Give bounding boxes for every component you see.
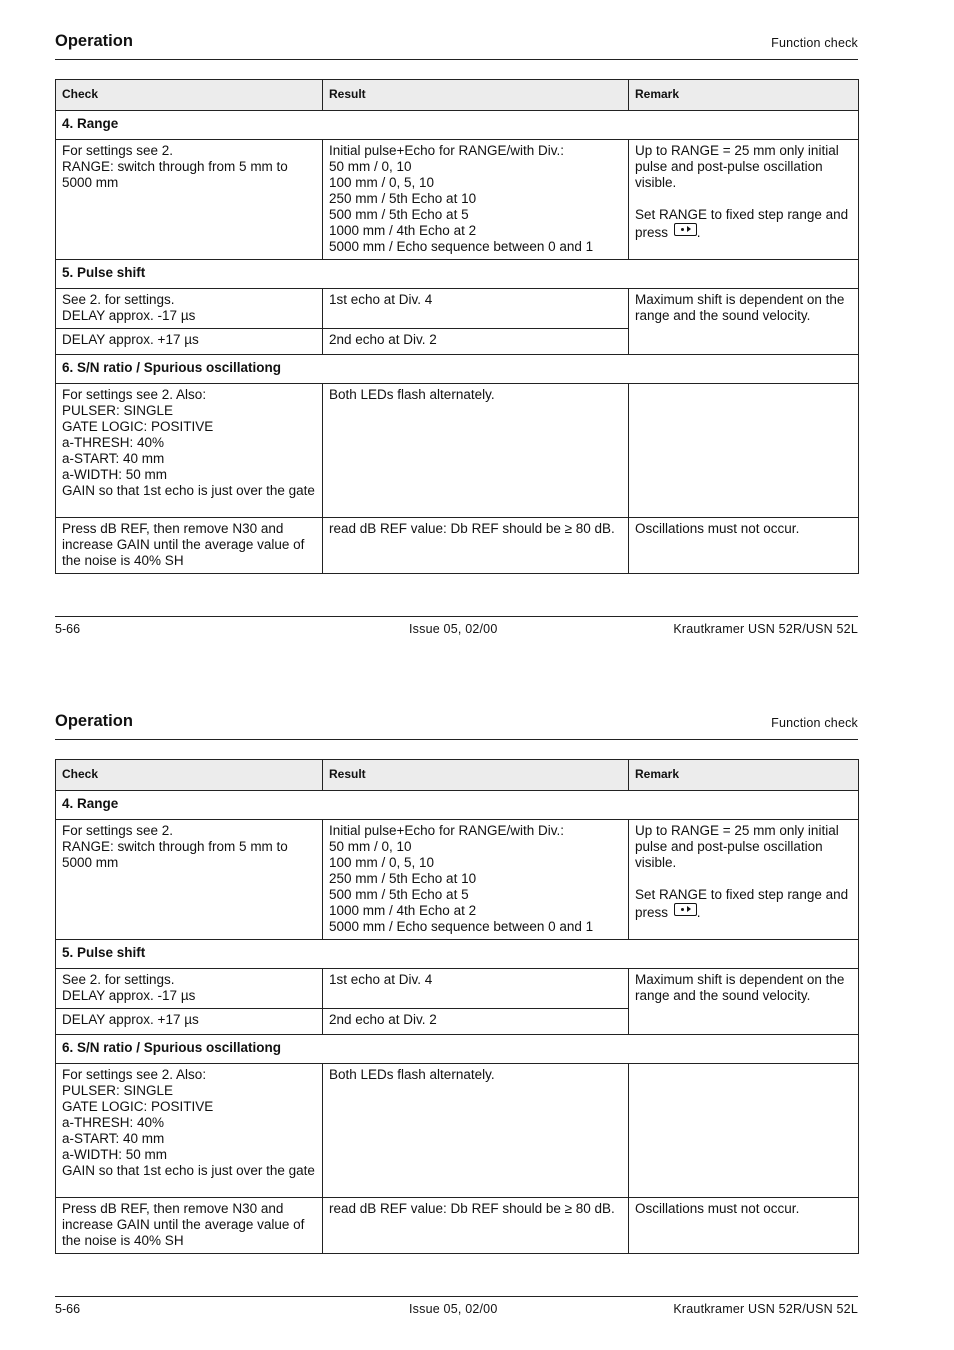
sn-result-cell: Both LEDs flash alternately. (323, 1064, 629, 1198)
page-header-section: Function check (771, 716, 858, 730)
range-remark-instruction (635, 207, 852, 241)
footer-page-number: 5-66 (55, 1302, 81, 1316)
step-key-icon (674, 903, 697, 916)
pulse-check-cell: See 2. for settings. DELAY approx. -17 µs (56, 969, 323, 1009)
table-row (56, 140, 859, 260)
table-row (56, 384, 859, 518)
section-row-range (56, 111, 859, 140)
footer-issue: Issue 05, 02/00 (409, 622, 498, 636)
sn-check-cell: Press dB REF, then remove N30 and increase GAIN until the average value of the noise is 40% SH (56, 1198, 323, 1254)
column-header-result: Result (323, 80, 629, 111)
step-key-icon (674, 223, 697, 236)
pulse-check-cell: See 2. for settings. DELAY approx. -17 µs (56, 289, 323, 329)
section-row-pulse-shift (56, 940, 859, 969)
footer-product: Krautkramer USN 52R/USN 52L (673, 622, 858, 636)
section-title-sn-ratio: 6. S/N ratio / Spurious oscillationg (56, 355, 859, 384)
range-result-cell: Initial pulse+Echo for RANGE/with Div.: 50 mm / 0, 10 100 mm / 0, 5, 10 250 mm / 5th Echo at 10 500 mm / 5th Echo at 5 1000 mm / 4th Echo at 2 5000 mm / Echo sequence between 0 and 1 (323, 820, 629, 940)
footer-divider (55, 1296, 858, 1297)
column-header-remark: Remark (629, 760, 859, 791)
table-row (56, 518, 859, 574)
column-header-remark: Remark (629, 80, 859, 111)
header-divider (55, 739, 858, 740)
section-row-sn-ratio (56, 1035, 859, 1064)
sn-remark-cell: Oscillations must not occur. (629, 518, 859, 574)
pulse-result-cell: 2nd echo at Div. 2 (323, 1009, 629, 1035)
footer-page-number: 5-66 (55, 622, 81, 636)
sn-remark-cell: Oscillations must not occur. (629, 1198, 859, 1254)
column-header-check: Check (56, 80, 323, 111)
header-divider (55, 59, 858, 60)
pulse-check-cell: DELAY approx. +17 µs (56, 1009, 323, 1035)
section-row-sn-ratio (56, 355, 859, 384)
pulse-result-cell: 2nd echo at Div. 2 (323, 329, 629, 355)
range-remark-text: Up to RANGE = 25 mm only initial pulse and post-pulse oscillation visible. (635, 143, 839, 190)
sn-check-cell: For settings see 2. Also: PULSER: SINGLE GATE LOGIC: POSITIVE a-THRESH: 40% a-START: 40 mm a-WIDTH: 50 mm GAIN so that 1st echo is just over the gate (56, 384, 323, 518)
section-title-pulse-shift: 5. Pulse shift (56, 260, 859, 289)
page-header-section: Function check (771, 36, 858, 50)
pulse-result-cell: 1st echo at Div. 4 (323, 969, 629, 1009)
range-remark-period: . (696, 225, 701, 240)
table-header-row (56, 80, 859, 111)
footer-product: Krautkramer USN 52R/USN 52L (673, 1302, 858, 1316)
function-check-table (55, 759, 859, 1254)
pulse-result-cell: 1st echo at Div. 4 (323, 289, 629, 329)
sn-remark-cell (629, 384, 859, 518)
range-remark-text: Up to RANGE = 25 mm only initial pulse and post-pulse oscillation visible. (635, 823, 839, 870)
column-header-result: Result (323, 760, 629, 791)
range-remark-cell (629, 140, 859, 260)
function-check-table (55, 79, 859, 574)
section-title-range: 4. Range (56, 111, 859, 140)
page-bottom (0, 680, 954, 1340)
pulse-remark-cell: Maximum shift is dependent on the range and the sound velocity. (629, 289, 859, 355)
footer-divider (55, 616, 858, 617)
table-row (56, 1198, 859, 1254)
range-remark-period: . (696, 905, 701, 920)
page-header-title: Operation (55, 32, 133, 50)
section-row-range (56, 791, 859, 820)
section-title-sn-ratio: 6. S/N ratio / Spurious oscillationg (56, 1035, 859, 1064)
pulse-remark-cell: Maximum shift is dependent on the range and the sound velocity. (629, 969, 859, 1035)
sn-check-cell: For settings see 2. Also: PULSER: SINGLE GATE LOGIC: POSITIVE a-THRESH: 40% a-START: 40 mm a-WIDTH: 50 mm GAIN so that 1st echo is just over the gate (56, 1064, 323, 1198)
page-top (0, 0, 954, 660)
pulse-check-cell: DELAY approx. +17 µs (56, 329, 323, 355)
range-remark-cell (629, 820, 859, 940)
sn-result-cell: Both LEDs flash alternately. (323, 384, 629, 518)
section-title-range: 4. Range (56, 791, 859, 820)
range-remark-instruction-text: Set RANGE to fixed step range and press (635, 887, 849, 920)
range-result-cell: Initial pulse+Echo for RANGE/with Div.: 50 mm / 0, 10 100 mm / 0, 5, 10 250 mm / 5th Echo at 10 500 mm / 5th Echo at 5 1000 mm / 4th Echo at 2 5000 mm / Echo sequence between 0 and 1 (323, 140, 629, 260)
table-header-row (56, 760, 859, 791)
footer-issue: Issue 05, 02/00 (409, 1302, 498, 1316)
range-remark-instruction-text: Set RANGE to fixed step range and press (635, 207, 849, 240)
sn-remark-cell (629, 1064, 859, 1198)
range-check-cell: For settings see 2. RANGE: switch through from 5 mm to 5000 mm (56, 820, 323, 940)
column-header-check: Check (56, 760, 323, 791)
table-row (56, 289, 859, 329)
range-check-cell: For settings see 2. RANGE: switch through from 5 mm to 5000 mm (56, 140, 323, 260)
sn-result-cell: read dB REF value: Db REF should be ≥ 80 dB. (323, 518, 629, 574)
table-row (56, 1064, 859, 1198)
range-remark-instruction (635, 887, 852, 921)
section-row-pulse-shift (56, 260, 859, 289)
section-title-pulse-shift: 5. Pulse shift (56, 940, 859, 969)
table-row (56, 969, 859, 1009)
table-row (56, 820, 859, 940)
page-header-title: Operation (55, 712, 133, 730)
sn-check-cell: Press dB REF, then remove N30 and increase GAIN until the average value of the noise is 40% SH (56, 518, 323, 574)
sn-result-cell: read dB REF value: Db REF should be ≥ 80 dB. (323, 1198, 629, 1254)
